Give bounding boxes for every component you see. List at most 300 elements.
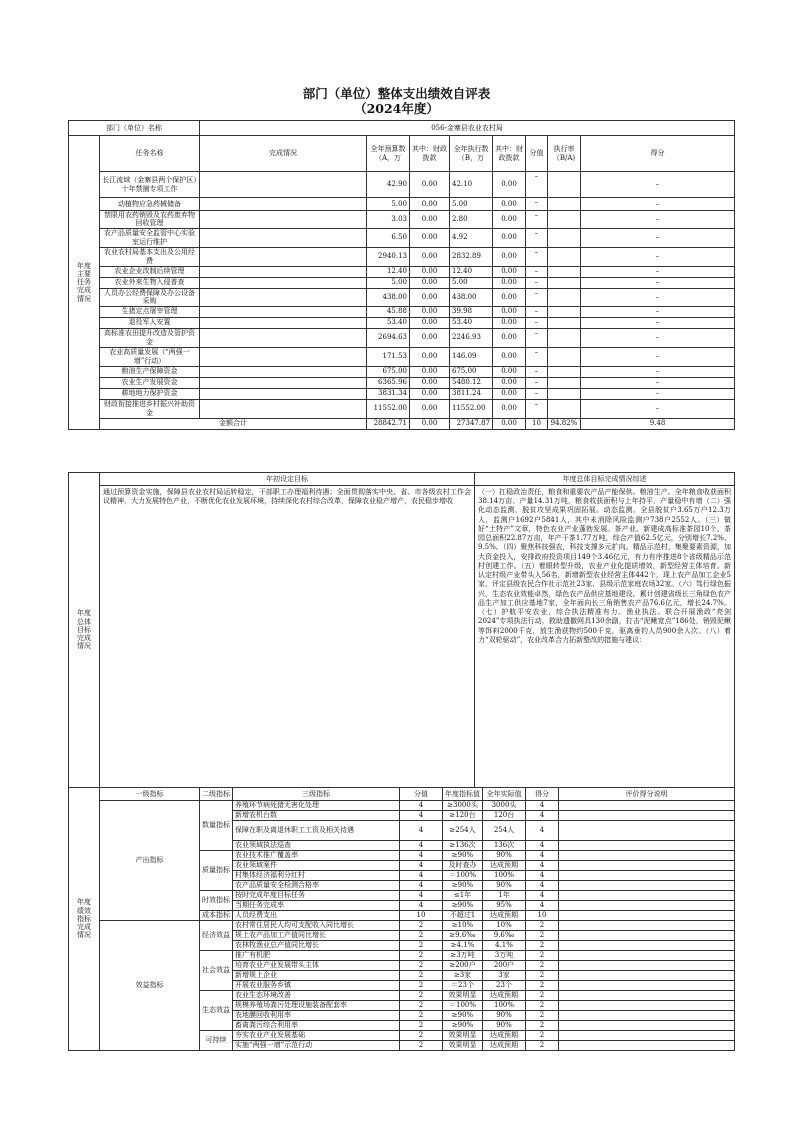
perf-eval — [559, 871, 735, 881]
perf-indicator: 培育农业产业发展带头主体 — [233, 961, 400, 971]
task-name: 高标准农田提升改造及管护资金 — [100, 328, 200, 347]
task-name: 粮油生产保障资金 — [100, 366, 200, 377]
task-status — [200, 388, 367, 399]
task-header-weight: 分值 — [526, 136, 548, 172]
perf-actual: 200户 — [483, 961, 526, 971]
task-score: – — [581, 317, 735, 328]
perf-indicator: 规模养殖场粪污处理设施装备配套率 — [233, 1001, 400, 1011]
task-exec-fiscal: 0.00 — [493, 347, 526, 366]
task-weight: – — [526, 399, 548, 418]
task-status — [200, 317, 367, 328]
task-score: – — [581, 377, 735, 388]
task-budget: 42.90 — [367, 172, 410, 198]
task-name: 退役军人安置 — [100, 317, 200, 328]
perf-target: 不超过1 — [443, 911, 483, 921]
perf-eval — [559, 1041, 735, 1051]
total-budget: 28842.71 — [367, 418, 410, 429]
perf-score: 2 — [526, 991, 559, 1001]
perf-actual: 9.6‰ — [483, 931, 526, 941]
perf-indicator: 夯实农业产业发展基础 — [233, 1031, 400, 1041]
perf-weight: 4 — [400, 861, 443, 871]
task-budget-fiscal: 0.00 — [410, 172, 450, 198]
task-budget-fiscal: 0.00 — [410, 388, 450, 399]
task-budget-fiscal: 0.00 — [410, 317, 450, 328]
perf-indicator: 农村常住居民人均可支配收入同比增长 — [233, 921, 400, 931]
task-weight: – — [526, 211, 548, 229]
task-header-budget-fiscal: 其中：财政拨款 — [410, 136, 450, 172]
task-exec-fiscal: 0.00 — [493, 377, 526, 388]
dept-name: 056-金寨县农业农村局 — [200, 121, 735, 136]
task-budget-fiscal: 0.00 — [410, 247, 450, 266]
task-rate — [548, 399, 581, 418]
perf-score: 2 — [526, 1011, 559, 1021]
perf-actual: 120台 — [483, 811, 526, 821]
perf-target: ≥4.1% — [443, 941, 483, 951]
task-rate — [548, 198, 581, 211]
task-budget: 675.00 — [367, 366, 410, 377]
perf-score: 2 — [526, 1031, 559, 1041]
perf-actual: 达成预期 — [483, 1041, 526, 1051]
perf-indicator: 规上农产品加工产值同比增长 — [233, 931, 400, 941]
task-status — [200, 366, 367, 377]
perf-actual: 达成预期 — [483, 1031, 526, 1041]
task-row — [69, 198, 735, 211]
perf-actual: 23个 — [483, 981, 526, 991]
task-exec-fiscal: 0.00 — [493, 172, 526, 198]
perf-indicator: 开展农业服务乡镇 — [233, 981, 400, 991]
perf-weight: 2 — [400, 971, 443, 981]
task-name: 耕地地力保护资金 — [100, 388, 200, 399]
task-rate — [548, 211, 581, 229]
task-header-rate: 执行率（B/A) — [548, 136, 581, 172]
perf-score: 4 — [526, 851, 559, 861]
task-rate — [548, 266, 581, 277]
task-score: – — [581, 399, 735, 418]
task-status — [200, 266, 367, 277]
perf-weight: 2 — [400, 981, 443, 991]
task-header-budget: 全年预算数（A，万 — [367, 136, 410, 172]
task-exec: 53.40 — [450, 317, 493, 328]
total-exec: 27347.87 — [450, 418, 493, 429]
task-exec: 42.10 — [450, 172, 493, 198]
goal-header-left: 年初设定目标 — [100, 473, 475, 486]
perf-level1-output: 产出指标 — [100, 801, 200, 921]
total-label: 金额合计 — [100, 418, 367, 429]
task-status — [200, 172, 367, 198]
task-exec-fiscal: 0.00 — [493, 277, 526, 288]
perf-weight: 4 — [400, 801, 443, 811]
task-exec: 438.00 — [450, 288, 493, 306]
perf-actual: 254人 — [483, 821, 526, 841]
perf-header-l1: 一级指标 — [100, 788, 200, 801]
perf-target: ≥90% — [443, 1021, 483, 1031]
task-budget-fiscal: 0.00 — [410, 211, 450, 229]
task-row — [69, 377, 735, 388]
task-name: 长江流域（金寨县两个保护区）十年禁捕专项工作 — [100, 172, 200, 198]
perf-score: 2 — [526, 951, 559, 961]
task-exec: 5.00 — [450, 277, 493, 288]
perf-score: 2 — [526, 961, 559, 971]
perf-level1-benefit: 效益指标 — [100, 921, 200, 1051]
perf-indicator: 农业领域执法巡查 — [233, 841, 400, 851]
perf-score: 2 — [526, 941, 559, 951]
perf-score: 2 — [526, 1001, 559, 1011]
task-rate — [548, 328, 581, 347]
perf-weight: 4 — [400, 841, 443, 851]
task-budget: 6365.96 — [367, 377, 410, 388]
task-budget: 2694.63 — [367, 328, 410, 347]
page-title: 部门（单位）整体支出绩效自评表 — [302, 86, 491, 101]
task-rate — [548, 347, 581, 366]
task-rate — [548, 277, 581, 288]
goal-text: 通过预算资金实施，保障县农业农村局运转稳定，干部职工办理福利待遇；全面贯彻落实中央、省、市各级农村工作会议精神，大力发展特色产业，不断优化农业发展环境，持续深化农村综合改革，保障农业稳产增产，农民稳步增收 — [100, 486, 475, 788]
task-name: 动植物应急药械储备 — [100, 198, 200, 211]
perf-weight: 2 — [400, 1031, 443, 1041]
perf-target: 效果明显 — [443, 1031, 483, 1041]
task-budget: 53.40 — [367, 317, 410, 328]
perf-score: 4 — [526, 821, 559, 841]
perf-target: ≥90% — [443, 1011, 483, 1021]
task-exec: 675.00 — [450, 366, 493, 377]
task-score: – — [581, 277, 735, 288]
perf-eval — [559, 961, 735, 971]
task-weight: – — [526, 247, 548, 266]
perf-indicator: 农业领域案件 — [233, 861, 400, 871]
perf-score: 10 — [526, 911, 559, 921]
perf-weight: 4 — [400, 901, 443, 911]
task-budget: 12.40 — [367, 266, 410, 277]
task-row — [69, 328, 735, 347]
perf-actual: 3000头 — [483, 801, 526, 811]
task-name: 农业企业改制后续管理 — [100, 266, 200, 277]
perf-eval — [559, 991, 735, 1001]
dept-label: 部门（单位）名称 — [69, 121, 200, 136]
task-weight: – — [526, 228, 548, 247]
perf-eval — [559, 1021, 735, 1031]
task-weight: – — [526, 198, 548, 211]
task-rate — [548, 388, 581, 399]
perf-indicator: 按时完成年度目标任务 — [233, 891, 400, 901]
task-name: 农业生产发展资金 — [100, 377, 200, 388]
perf-indicator: 人员经费支出 — [233, 911, 400, 921]
perf-actual: 4.1% — [483, 941, 526, 951]
perf-score: 2 — [526, 1021, 559, 1031]
task-budget-fiscal: 0.00 — [410, 347, 450, 366]
task-status — [200, 277, 367, 288]
task-name: 人员办公经费保障及办公设备采购 — [100, 288, 200, 306]
task-row — [69, 172, 735, 198]
task-budget: 438.00 — [367, 288, 410, 306]
task-score: – — [581, 366, 735, 377]
perf-score: 4 — [526, 861, 559, 871]
perf-level2-quality: 质量指标 — [200, 851, 233, 891]
task-weight: – — [526, 277, 548, 288]
task-name: 生猪定点屠宰管理 — [100, 306, 200, 317]
perf-weight: 2 — [400, 1001, 443, 1011]
task-exec: 5480.12 — [450, 377, 493, 388]
task-status — [200, 377, 367, 388]
total-budget-fiscal: 0.00 — [410, 418, 450, 429]
task-weight: – — [526, 328, 548, 347]
task-budget: 3831.34 — [367, 388, 410, 399]
perf-eval — [559, 801, 735, 811]
perf-target: ≥10% — [443, 921, 483, 931]
task-header-exec-fiscal: 其中：财政拨款 — [493, 136, 526, 172]
task-exec: 5.00 — [450, 198, 493, 211]
perf-actual: 达成预期 — [483, 911, 526, 921]
perf-target: 效果明显 — [443, 991, 483, 1001]
task-header-score: 得分 — [581, 136, 735, 172]
perf-eval — [559, 1011, 735, 1021]
task-row — [69, 211, 735, 229]
perf-eval — [559, 981, 735, 991]
perf-header-weight: 分值 — [400, 788, 443, 801]
perf-eval — [559, 891, 735, 901]
perf-indicator: 当期任务完成率 — [233, 901, 400, 911]
task-exec-fiscal: 0.00 — [493, 198, 526, 211]
task-header-name: 任务名称 — [100, 136, 200, 172]
page-subtitle: （2024年度） — [354, 101, 439, 116]
task-exec-fiscal: 0.00 — [493, 328, 526, 347]
perf-eval — [559, 861, 735, 871]
perf-target: ＝23个 — [443, 981, 483, 991]
perf-target: ≥120台 — [443, 811, 483, 821]
perf-target: ≥90% — [443, 851, 483, 861]
perf-score: 4 — [526, 871, 559, 881]
task-exec-fiscal: 0.00 — [493, 366, 526, 377]
task-exec-fiscal: 0.00 — [493, 247, 526, 266]
task-score: – — [581, 247, 735, 266]
task-exec: 11552.00 — [450, 399, 493, 418]
task-budget-fiscal: 0.00 — [410, 377, 450, 388]
task-score: – — [581, 172, 735, 198]
task-rate — [548, 228, 581, 247]
task-exec-fiscal: 0.00 — [493, 388, 526, 399]
task-status — [200, 198, 367, 211]
perf-target: ≥3万吨 — [443, 951, 483, 961]
perf-score: 2 — [526, 931, 559, 941]
perf-weight: 4 — [400, 871, 443, 881]
task-budget: 45.88 — [367, 306, 410, 317]
task-header-exec: 全年执行数（B，万 — [450, 136, 493, 172]
perf-actual: 达成预期 — [483, 861, 526, 871]
task-status — [200, 399, 367, 418]
perf-target: 效果明显 — [443, 1041, 483, 1051]
perf-weight: 2 — [400, 991, 443, 1001]
perf-indicator: 农产品质量安全检测合格率 — [233, 881, 400, 891]
task-status — [200, 211, 367, 229]
total-exec-fiscal: 0.00 — [493, 418, 526, 429]
task-name: 农业高质量发展（“两强一增”行动） — [100, 347, 200, 366]
perf-level2-cost: 成本指标 — [200, 911, 233, 921]
task-rate — [548, 366, 581, 377]
task-budget-fiscal: 0.00 — [410, 288, 450, 306]
task-score: – — [581, 288, 735, 306]
perf-eval — [559, 841, 735, 851]
perf-actual: 100% — [483, 1001, 526, 1011]
perf-indicator: 实施“两强一增”示范行动 — [233, 1041, 400, 1051]
perf-actual: 100% — [483, 871, 526, 881]
perf-section-label: 年度绩效指标完成情况 — [69, 788, 100, 1051]
perf-header-score: 得分 — [526, 788, 559, 801]
perf-eval — [559, 911, 735, 921]
perf-indicator: 新增农机台数 — [233, 811, 400, 821]
task-row — [69, 399, 735, 418]
task-name: 财政衔接推进乡村振兴补助资金 — [100, 399, 200, 418]
perf-indicator: 畜禽粪污综合利用率 — [233, 1021, 400, 1031]
perf-header-l3: 三级指标 — [233, 788, 400, 801]
perf-row — [69, 801, 735, 811]
task-weight: – — [526, 377, 548, 388]
task-status — [200, 328, 367, 347]
perf-score: 4 — [526, 901, 559, 911]
task-budget: 5.00 — [367, 277, 410, 288]
perf-weight: 4 — [400, 821, 443, 841]
perf-eval — [559, 931, 735, 941]
task-exec: 2.80 — [450, 211, 493, 229]
task-budget-fiscal: 0.00 — [410, 399, 450, 418]
task-row — [69, 388, 735, 399]
perf-score: 2 — [526, 1041, 559, 1051]
perf-level2-econ: 经济效益 — [200, 921, 233, 951]
task-weight: – — [526, 366, 548, 377]
perf-actual: 136次 — [483, 841, 526, 851]
perf-actual: 95% — [483, 901, 526, 911]
task-budget-fiscal: 0.00 — [410, 228, 450, 247]
perf-header-target: 年度指标值 — [443, 788, 483, 801]
task-exec: 2832.89 — [450, 247, 493, 266]
task-exec-fiscal: 0.00 — [493, 211, 526, 229]
task-name: 农产品质量安全监管中心实验室运行维护 — [100, 228, 200, 247]
task-budget: 171.53 — [367, 347, 410, 366]
task-weight: – — [526, 306, 548, 317]
perf-weight: 2 — [400, 951, 443, 961]
task-rate — [548, 306, 581, 317]
perf-target: ≥254人 — [443, 821, 483, 841]
perf-eval — [559, 821, 735, 841]
perf-indicator: 农林牧渔业总产值同比增长 — [233, 941, 400, 951]
perf-score: 4 — [526, 811, 559, 821]
task-budget-fiscal: 0.00 — [410, 306, 450, 317]
perf-actual: 达成预期 — [483, 991, 526, 1001]
perf-score: 4 — [526, 841, 559, 851]
task-budget: 2940.13 — [367, 247, 410, 266]
task-score: – — [581, 306, 735, 317]
perf-indicator: 养殖环节病死猪无害化处理 — [233, 801, 400, 811]
perf-target: 及时查办 — [443, 861, 483, 871]
task-score: – — [581, 211, 735, 229]
perf-weight: 2 — [400, 1011, 443, 1021]
task-exec-fiscal: 0.00 — [493, 228, 526, 247]
perf-actual: 90% — [483, 1021, 526, 1031]
perf-target: ≥90% — [443, 881, 483, 891]
perf-header-eval: 评价得分说明 — [559, 788, 735, 801]
perf-eval — [559, 901, 735, 911]
total-score: 9.48 — [581, 418, 735, 429]
task-exec-fiscal: 0.00 — [493, 399, 526, 418]
task-weight: – — [526, 347, 548, 366]
goal-table — [68, 472, 735, 788]
task-row — [69, 277, 735, 288]
task-exec-fiscal: 0.00 — [493, 266, 526, 277]
perf-score: 2 — [526, 921, 559, 931]
perf-indicator: 推广有机肥 — [233, 951, 400, 961]
task-score: – — [581, 228, 735, 247]
perf-eval — [559, 851, 735, 861]
perf-score: 4 — [526, 801, 559, 811]
perf-weight: 2 — [400, 921, 443, 931]
perf-table — [68, 787, 735, 1051]
task-exec-fiscal: 0.00 — [493, 288, 526, 306]
perf-indicator: 村集体经济福利分红村 — [233, 871, 400, 881]
task-row — [69, 366, 735, 377]
task-score: – — [581, 388, 735, 399]
perf-target: ≥3家 — [443, 971, 483, 981]
perf-weight: 2 — [400, 961, 443, 971]
perf-header-l2: 二级指标 — [200, 788, 233, 801]
perf-indicator: 农业技术推广覆盖率 — [233, 851, 400, 861]
task-rate — [548, 247, 581, 266]
perf-level2-qty: 数量指标 — [200, 801, 233, 851]
task-score: – — [581, 328, 735, 347]
task-header-status: 完成情况 — [200, 136, 367, 172]
task-exec: 146.09 — [450, 347, 493, 366]
task-status — [200, 306, 367, 317]
perf-eval — [559, 1031, 735, 1041]
task-exec-fiscal: 0.00 — [493, 306, 526, 317]
perf-weight: 4 — [400, 811, 443, 821]
task-status — [200, 228, 367, 247]
task-budget-fiscal: 0.00 — [410, 366, 450, 377]
task-budget-fiscal: 0.00 — [410, 277, 450, 288]
task-weight: – — [526, 266, 548, 277]
perf-eval — [559, 921, 735, 931]
perf-level2-sustain: 可持续 — [200, 1031, 233, 1051]
perf-eval — [559, 881, 735, 891]
perf-target: ≥200户 — [443, 961, 483, 971]
task-row — [69, 317, 735, 328]
task-row — [69, 347, 735, 366]
task-weight: – — [526, 288, 548, 306]
task-row — [69, 266, 735, 277]
perf-eval — [559, 971, 735, 981]
task-budget-fiscal: 0.00 — [410, 328, 450, 347]
perf-indicator: 保障在职及离退休职工工资及相关待遇 — [233, 821, 400, 841]
task-exec: 12.40 — [450, 266, 493, 277]
perf-target: ＝100% — [443, 871, 483, 881]
perf-target: ≥3000头 — [443, 801, 483, 811]
perf-score: 4 — [526, 891, 559, 901]
task-name: 禁限用农药销毁及农药废弃物回收管理 — [100, 211, 200, 229]
perf-row — [69, 921, 735, 931]
perf-weight: 2 — [400, 1021, 443, 1031]
task-budget: 11552.00 — [367, 399, 410, 418]
perf-weight: 2 — [400, 1041, 443, 1051]
task-rate — [548, 172, 581, 198]
task-exec-fiscal: 0.00 — [493, 317, 526, 328]
task-row — [69, 306, 735, 317]
perf-level2-time: 时效指标 — [200, 891, 233, 911]
perf-weight: 4 — [400, 851, 443, 861]
perf-weight: 2 — [400, 941, 443, 951]
task-row — [69, 228, 735, 247]
task-row — [69, 288, 735, 306]
perf-target: ≥90% — [443, 901, 483, 911]
perf-actual: 90% — [483, 1011, 526, 1021]
perf-actual: 1年 — [483, 891, 526, 901]
perf-actual: 10% — [483, 921, 526, 931]
task-status — [200, 288, 367, 306]
